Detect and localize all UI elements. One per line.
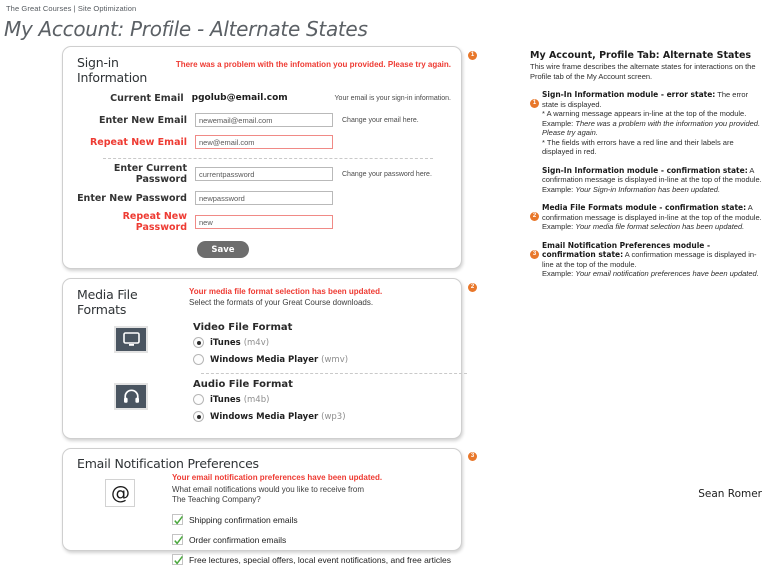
annotation-lede: This wire frame describes the alternate states for interactions on the Profile tab of the My Account screen. [530,62,756,81]
annotation-title: My Account, Profile Tab: Alternate States [530,50,752,61]
radio-row-audio-itunes[interactable] [193,394,451,405]
media-header [73,287,451,317]
callout-badge-3: 3 [468,452,477,461]
at-icon: @ [105,479,135,507]
media-divider [201,373,467,374]
sign-in-error-message: There was a problem with the infomation you provided. Please try again. [175,60,451,69]
annotation-item-4 [530,241,762,279]
email-title: Email Notification Preferences [77,456,259,471]
radio-ext-audio-itunes: (m4b) [243,394,270,405]
video-options [189,322,451,371]
radio-video-itunes[interactable] [193,337,204,348]
radio-video-wmp[interactable] [193,354,204,365]
sign-in-header [73,55,451,85]
annotation-badge-2: 2 [530,212,539,221]
annotation-heading-4: Email Notification Preferences module - confirmation state: [542,240,711,259]
annotation-item-3 [530,203,762,232]
email-body [73,473,451,565]
annotation-italic-3: Your media file format selection has been updated. [575,222,745,231]
sign-in-title: Sign-in Information [77,55,148,85]
annotation-item-2 [530,166,762,195]
input-current-password[interactable]: currentpassword [195,167,333,181]
hint-new-email: Change your email here. [342,116,419,124]
checkbox-shipping[interactable] [172,514,183,525]
field-row-current-password [73,163,451,185]
annotation-item-1 [530,90,762,157]
radio-ext-video-wmp: (wmv) [321,354,349,365]
email-options [168,473,451,565]
radio-label-audio-wmp: Windows Media Player [210,411,319,422]
save-row [73,241,451,258]
video-icon-wrap [73,322,189,353]
annotation-body-1b: * A warning message appears in-line at the top of the module. Example: [542,109,747,128]
radio-row-audio-wmp[interactable] [193,411,451,422]
page-title: My Account: Profile - Alternate States [4,17,368,41]
input-repeat-email[interactable]: new@email.com [195,135,333,149]
radio-ext-audio-wmp: (wp3) [321,411,346,422]
email-confirm-message: Your email notification preferences have been updated. [171,473,383,482]
check-row-order[interactable] [172,534,451,545]
checkbox-label-order: Order confirmation emails [188,534,287,545]
sign-in-information-module [62,46,475,269]
input-repeat-password[interactable]: new [195,215,333,229]
callout-badge-1: 1 [468,51,477,60]
value-current-email: pgolub@email.com [191,93,288,103]
media-messages [185,287,451,307]
checkbox-label-free-lectures: Free lectures, special offers, local event notifications, and free articles [188,554,451,565]
annotation-italic-4: Your email notification preferences have been updated. [575,269,759,278]
video-format-block [73,322,451,371]
annotation-panel [530,50,762,279]
audio-options [189,379,451,428]
hint-current-email: Your email is your sign-in information. [334,94,451,102]
radio-label-audio-itunes: iTunes [210,394,241,405]
label-new-email: Enter New Email [98,114,187,126]
monitor-icon [114,326,148,353]
radio-label-video-wmp: Windows Media Player [210,354,319,365]
video-format-title: Video File Format [193,322,293,333]
annotation-italic-1: There was a problem with the information you provided. Please try again. [542,118,761,137]
label-repeat-password: Repeat New Password [122,211,187,233]
annotation-heading-1: Sign-In Information module - error state: [542,90,716,99]
audio-icon-wrap [73,379,189,410]
checkbox-free-lectures[interactable] [172,554,183,565]
hint-current-password: Change your password here. [342,170,432,178]
annotation-body-3a: A confirmation message is displayed in-line at the top of the module. [542,203,762,222]
check-row-shipping[interactable] [172,514,451,525]
email-question-line-2: The Teaching Company? [171,495,261,504]
save-button[interactable]: Save [197,241,249,258]
annotation-body-4a: A confirmation message is displayed in-line at the top of the module. [542,250,757,269]
field-row-current-email [73,89,451,107]
check-row-free-lectures[interactable] [172,554,451,565]
media-confirm-message: Your media file format selection has been updated. [189,287,383,296]
label-current-password: Enter Current Password [113,163,187,185]
wireframe-column [62,46,475,565]
radio-audio-wmp[interactable] [193,411,204,422]
annotation-body-3b: Example: [542,222,576,231]
input-new-email[interactable]: newemail@email.com [195,113,333,127]
label-current-email: Current Email [110,92,184,104]
email-question-line-1: What email notifications would you like to receive from [171,485,365,494]
email-notification-preferences-module [62,448,475,565]
media-title: Media File Formats [77,287,138,317]
radio-ext-video-itunes: (m4v) [243,337,270,348]
radio-audio-itunes[interactable] [193,394,204,405]
section-divider [103,158,433,159]
label-repeat-email: Repeat New Email [89,136,187,148]
callout-badge-2: 2 [468,283,477,292]
breadcrumb: The Great Courses | Site Optimization [6,4,137,13]
media-file-formats-module [62,278,475,439]
checkbox-order[interactable] [172,534,183,545]
annotation-italic-2: Your Sign-in Information has been updated. [575,184,721,194]
media-description: Select the formats of your Great Course downloads. [189,298,374,307]
checkbox-label-shipping: Shipping confirmation emails [188,514,298,525]
annotation-body-2a: A confirmation message is displayed in-line at the top of the module. [542,165,762,184]
audio-format-title: Audio File Format [193,379,293,390]
annotation-body-1a: The error state is displayed. [542,90,749,109]
label-new-password: Enter New Password [77,192,187,204]
radio-row-video-wmp[interactable] [193,354,451,365]
annotation-heading-3: Media File Formats module - confirmation state: [542,203,747,212]
annotation-body-4b: Example: [542,269,576,278]
field-row-new-password [73,189,451,207]
annotation-badge-3: 3 [530,250,539,259]
annotation-body-2b: Example: [542,184,576,194]
input-new-password[interactable]: newpassword [195,191,333,205]
radio-row-video-itunes[interactable] [193,337,451,348]
audio-format-block [73,379,451,428]
signature: Sean Romer [698,488,762,500]
annotation-badge-1: 1 [530,99,539,108]
annotation-body-1c: * The fields with errors have a red line and their labels are displayed in red. [542,137,734,156]
annotation-heading-2: Sign-In Information module - confirmation state: [542,165,748,175]
field-row-repeat-email [73,133,451,151]
headphones-icon [114,383,148,410]
field-row-new-email [73,111,451,129]
at-icon-wrap [73,473,168,507]
radio-label-video-itunes: iTunes [210,337,241,348]
field-row-repeat-password [73,211,451,233]
